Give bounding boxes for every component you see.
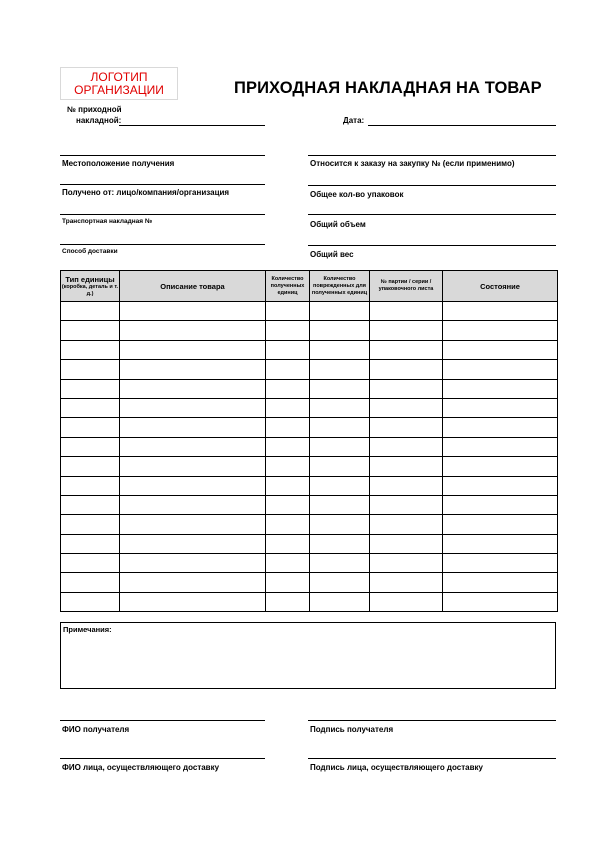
table-cell[interactable] (310, 360, 370, 379)
table-row (61, 437, 558, 456)
table-cell[interactable] (266, 515, 310, 534)
deliverer-name-label: ФИО лица, осуществляющего доставку (62, 763, 220, 772)
invoice-number-label-1: № приходной (67, 105, 122, 114)
table-cell[interactable] (266, 398, 310, 417)
table-cell[interactable] (266, 554, 310, 573)
table-cell[interactable] (120, 515, 266, 534)
table-cell[interactable] (310, 302, 370, 321)
logo-line-1: ЛОГОТИП (90, 69, 148, 84)
table-cell[interactable] (266, 534, 310, 553)
invoice-number-label-2: накладной: (76, 116, 122, 125)
table-cell[interactable] (120, 495, 266, 514)
notes-label: Примечания: (63, 625, 112, 634)
table-cell[interactable] (370, 495, 443, 514)
order-ref-label: Относится к заказу на закупку № (если применимо) (310, 159, 515, 168)
table-cell[interactable] (443, 360, 558, 379)
table-cell[interactable] (310, 534, 370, 553)
total-weight-label: Общий вес (310, 250, 354, 259)
table-cell[interactable] (266, 457, 310, 476)
location-field[interactable] (60, 155, 265, 156)
receiver-name-field[interactable] (60, 720, 265, 721)
table-cell[interactable] (370, 302, 443, 321)
table-cell[interactable] (443, 495, 558, 514)
table-row (61, 398, 558, 417)
table-cell[interactable] (310, 379, 370, 398)
header-batch-number: № партии / серии / упаковочного листа (370, 271, 443, 302)
table-cell[interactable] (443, 379, 558, 398)
table-cell[interactable] (443, 418, 558, 437)
transport-invoice-label: Транспортная накладная № (62, 218, 153, 225)
header-description: Описание товара (120, 271, 266, 302)
delivery-method-field[interactable] (60, 244, 265, 245)
table-cell[interactable] (370, 340, 443, 359)
table-cell[interactable] (310, 321, 370, 340)
table-cell[interactable] (310, 495, 370, 514)
table-cell[interactable] (61, 418, 120, 437)
total-packages-field[interactable] (308, 185, 556, 186)
table-cell[interactable] (120, 302, 266, 321)
table-cell[interactable] (266, 418, 310, 437)
deliverer-sign-label: Подпись лица, осуществляющего доставку (310, 763, 483, 772)
table-row (61, 554, 558, 573)
table-cell[interactable] (370, 515, 443, 534)
order-ref-field[interactable] (308, 155, 556, 156)
table-cell[interactable] (370, 398, 443, 417)
header-qty-damaged: Количество поврежденных для полученных единиц (310, 271, 370, 302)
table-cell[interactable] (370, 437, 443, 456)
table-cell[interactable] (370, 534, 443, 553)
table-cell[interactable] (266, 321, 310, 340)
table-cell[interactable] (61, 592, 120, 611)
table-cell[interactable] (61, 321, 120, 340)
header-qty-received: Количество полученных единиц (266, 271, 310, 302)
table-cell[interactable] (120, 437, 266, 456)
table-cell[interactable] (266, 437, 310, 456)
deliverer-name-field[interactable] (60, 758, 265, 759)
received-from-field[interactable] (60, 184, 265, 185)
table-cell[interactable] (370, 360, 443, 379)
table-cell[interactable] (120, 457, 266, 476)
table-cell[interactable] (310, 554, 370, 573)
table-cell[interactable] (266, 573, 310, 592)
total-packages-label: Общее кол-во упаковок (310, 190, 404, 199)
table-row (61, 457, 558, 476)
table-row (61, 592, 558, 611)
table-row (61, 379, 558, 398)
table-cell[interactable] (61, 398, 120, 417)
received-from-label: Получено от: лицо/компания/организация (62, 188, 230, 197)
table-cell[interactable] (61, 515, 120, 534)
table-cell[interactable] (310, 457, 370, 476)
table-row (61, 476, 558, 495)
table-cell[interactable] (61, 457, 120, 476)
table-cell[interactable] (120, 418, 266, 437)
table-cell[interactable] (443, 573, 558, 592)
items-table (60, 270, 558, 612)
table-cell[interactable] (370, 554, 443, 573)
table-cell[interactable] (310, 476, 370, 495)
receiver-sign-field[interactable] (308, 720, 556, 721)
table-cell[interactable] (443, 398, 558, 417)
table-cell[interactable] (310, 398, 370, 417)
table-cell[interactable] (310, 418, 370, 437)
table-cell[interactable] (61, 495, 120, 514)
table-row (61, 418, 558, 437)
table-row (61, 302, 558, 321)
header-condition: Состояние (443, 271, 558, 302)
table-cell[interactable] (120, 379, 266, 398)
table-cell[interactable] (61, 360, 120, 379)
table-cell[interactable] (61, 554, 120, 573)
header-unit-type: Тип единицы (коробка, деталь и т. д.) (61, 271, 120, 302)
receiver-name-label: ФИО получателя (62, 725, 130, 734)
table-cell[interactable] (310, 592, 370, 611)
transport-invoice-field[interactable] (60, 214, 265, 215)
table-cell[interactable] (310, 340, 370, 359)
table-row (61, 515, 558, 534)
table-cell[interactable] (120, 398, 266, 417)
table-cell[interactable] (120, 321, 266, 340)
table-cell[interactable] (443, 515, 558, 534)
table-cell[interactable] (120, 534, 266, 553)
table-cell[interactable] (443, 457, 558, 476)
table-cell[interactable] (61, 437, 120, 456)
table-cell[interactable] (443, 592, 558, 611)
notes-box[interactable] (60, 622, 556, 689)
table-row (61, 534, 558, 553)
receiver-sign-label: Подпись получателя (310, 725, 394, 734)
table-cell[interactable] (370, 457, 443, 476)
table-cell[interactable] (61, 573, 120, 592)
table-cell[interactable] (120, 476, 266, 495)
total-volume-field[interactable] (308, 214, 556, 215)
table-cell[interactable] (61, 302, 120, 321)
table-cell[interactable] (310, 573, 370, 592)
table-cell[interactable] (443, 302, 558, 321)
total-volume-label: Общий объем (310, 220, 366, 229)
table-cell[interactable] (443, 554, 558, 573)
table-cell[interactable] (370, 321, 443, 340)
table-header-row (61, 271, 558, 302)
table-cell[interactable] (443, 437, 558, 456)
table-cell[interactable] (266, 340, 310, 359)
location-label: Местоположение получения (62, 159, 175, 168)
table-cell[interactable] (120, 554, 266, 573)
deliverer-sign-field[interactable] (308, 758, 556, 759)
table-cell[interactable] (266, 360, 310, 379)
table-cell[interactable] (266, 476, 310, 495)
date-label: Дата: (343, 116, 365, 125)
table-cell[interactable] (266, 302, 310, 321)
table-cell[interactable] (370, 573, 443, 592)
table-cell[interactable] (61, 476, 120, 495)
table-cell[interactable] (443, 534, 558, 553)
delivery-method-label: Способ доставки (62, 248, 118, 255)
logo-line-2: ОРГАНИЗАЦИИ (74, 82, 164, 97)
total-weight-field[interactable] (308, 245, 556, 246)
organization-logo (60, 67, 178, 100)
date-field[interactable] (368, 125, 556, 126)
table-row (61, 321, 558, 340)
table-cell[interactable] (443, 476, 558, 495)
table-cell[interactable] (370, 418, 443, 437)
table-row (61, 573, 558, 592)
table-cell[interactable] (370, 592, 443, 611)
table-row (61, 360, 558, 379)
table-row (61, 340, 558, 359)
table-cell[interactable] (61, 340, 120, 359)
table-cell[interactable] (120, 573, 266, 592)
table-cell[interactable] (370, 476, 443, 495)
table-cell[interactable] (120, 340, 266, 359)
table-cell[interactable] (120, 592, 266, 611)
page-title: ПРИХОДНАЯ НАКЛАДНАЯ НА ТОВАР (234, 79, 542, 97)
table-row (61, 495, 558, 514)
invoice-number-field[interactable] (119, 125, 265, 126)
table-cell[interactable] (310, 437, 370, 456)
table-cell[interactable] (120, 360, 266, 379)
table-cell[interactable] (370, 379, 443, 398)
table-cell[interactable] (61, 534, 120, 553)
table-cell[interactable] (266, 592, 310, 611)
table-cell[interactable] (310, 515, 370, 534)
table-cell[interactable] (266, 495, 310, 514)
table-cell[interactable] (443, 321, 558, 340)
table-cell[interactable] (443, 340, 558, 359)
table-cell[interactable] (266, 379, 310, 398)
table-cell[interactable] (61, 379, 120, 398)
